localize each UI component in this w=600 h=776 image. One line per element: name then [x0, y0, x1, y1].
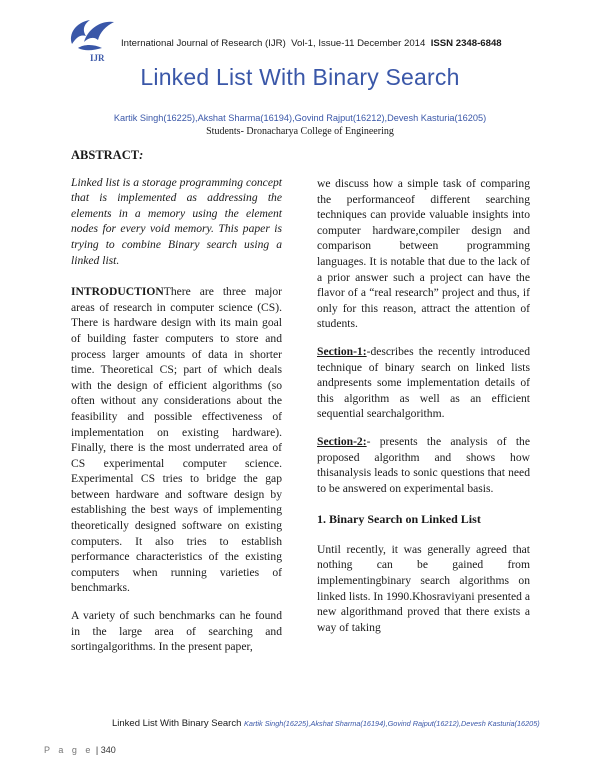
abstract-text: Linked list is a storage programming concept that is implemented as addressing the elements in a memory using the element nodes for every void memory. This paper is trying to combine Binary search using a linked list. [71, 175, 282, 267]
svg-text:IJR: IJR [90, 53, 105, 63]
introduction-heading: INTRODUCTION [71, 285, 164, 299]
affiliation: Students- Dronacharya College of Engineering [206, 126, 394, 137]
section-1-paragraph: Until recently, it was generally agreed that nothing can be gained from implementingbinary search algorithms on linked lists. In 1990.Khosraviyani presented a new algorithmand proved that there exists a way of taking [317, 542, 530, 634]
section-1-heading: 1. Binary Search on Linked List [317, 512, 481, 527]
right-column [317, 176, 530, 635]
journal-name: International Journal of Research (IJR) [121, 38, 286, 49]
running-footer [112, 718, 540, 729]
journal-volume: Vol-1, Issue-11 December 2014 [291, 38, 426, 49]
discussion-paragraph: we discuss how a simple task of comparing the performanceof different searching techniques can provide valuable insights into computer hardware,compiler design and comparison between programming languages. It is notable that due to the lack of a prior answer such a project can have the flavor of a “real research” project and thus, if only for this reason, attract the attention of students. [317, 177, 530, 331]
section-2-label: Section-2: [317, 434, 367, 448]
author-list: Kartik Singh(16225),Akshat Sharma(16194),Govind Rajput(16212),Devesh Kasturia(16205) [113, 113, 487, 123]
benchmarks-paragraph: A variety of such benchmarks can he found in the large area of searching and sortingalgorithms. In the present paper, [71, 609, 282, 654]
footer-authors: Kartik Singh(16225),Akshat Sharma(16194),Govind Rajput(16212),Devesh Kasturia(16205) [244, 719, 540, 728]
section-1-summary: Section-1:-describes the recently introduced technique of binary search on linked lists andpresents some implementation details of this algorithm as well as an efficient sequential searchalgorithm. [317, 344, 530, 421]
journal-header [121, 38, 502, 49]
left-column [71, 148, 282, 655]
page-number: P a g e | 340 [44, 745, 116, 755]
paper-title: Linked List With Binary Search [140, 64, 460, 90]
section-1-label: Section-1: [317, 344, 367, 358]
journal-logo [64, 14, 118, 64]
footer-title: Linked List With Binary Search [112, 718, 242, 729]
introduction-paragraph: INTRODUCTIONThere are three major areas of research in computer science (CS). There is hardware design with its main goal of building faster computers to store and process larger amounts of data in shorter time. Theoretical CS; part of which deals with the design of efficient algorithms (so often without any considerations about the feasibility and possible effectiveness of implementation on existing hardware). Finally, there is the most underrated area of CS experimental computer science. Experimental CS tries to bridge the gap between hardware and software design by establishing the best ways of implementing theoretically designed software on existing computers. It also tries to establish performance characteristics of the existing computers when running varieties of benchmarks. [71, 285, 282, 595]
journal-issn: ISSN 2348-6848 [430, 38, 502, 49]
abstract-heading: ABSTRACT: [71, 148, 144, 162]
section-2-summary: Section-2:- presents the analysis of the proposed algorithm and shows how thisanalysis leads to sonic questions that need to be answered on experimental basis. [317, 434, 530, 495]
